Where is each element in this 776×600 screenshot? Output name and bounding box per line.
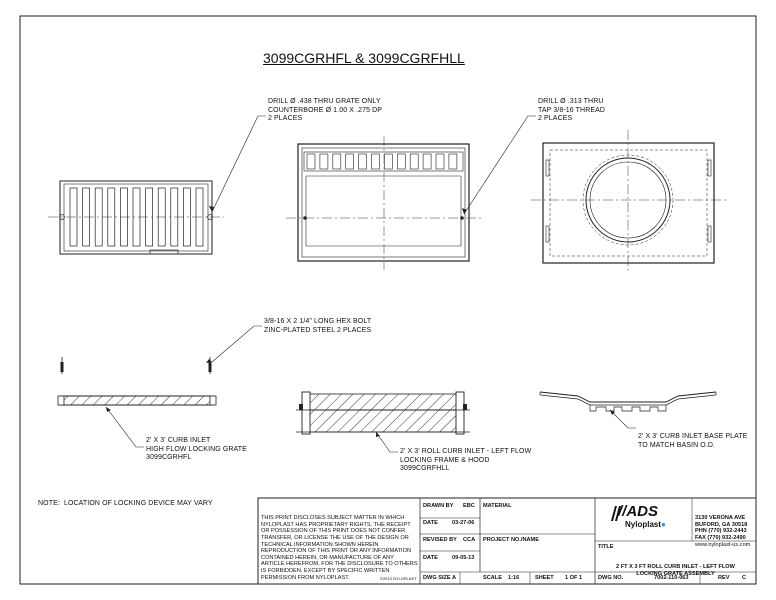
copyright: ©2013 NYLOPLAST [380, 576, 417, 581]
drawn-by-label: DRAWN BY [423, 503, 454, 509]
title-label: TITLE [598, 544, 614, 550]
frame-slot [320, 154, 328, 169]
callout-curb-grate: 2' X 3' CURB INLET HIGH FLOW LOCKING GRATE 3099CGRHFL [146, 437, 247, 461]
callout-drill-grate: DRILL Ø .438 THRU GRATE ONLY COUNTERBORE Ø 1.00 X .275 DP 2 PLACES [268, 98, 383, 122]
grate-section-view [58, 357, 216, 405]
frame-section-view [296, 392, 470, 434]
frame-slot [449, 154, 457, 169]
date-value-2: 09-05-13 [452, 555, 475, 561]
frame-slot [384, 154, 392, 169]
ads-logo: //ADS [618, 503, 659, 520]
title-block-drawing-title: 2 FT X 3 FT ROLL CURB INLET - LEFT FLOW LOCKING GRATE ASSEMBLY [616, 564, 735, 577]
frame-slot [307, 154, 315, 169]
company-address: 3130 VERONA AVE BUFORD, GA 30518 PHN (770) 932-2443 FAX (770) 932-2490 www.nyloplast-us.com [695, 515, 751, 548]
callout-drill-tap: DRILL Ø .313 THRU TAP 3/8-16 THREAD 2 PLACES [538, 98, 606, 122]
dwg-no-value: 7002-110-063 [654, 575, 689, 581]
frame-slot [359, 154, 367, 169]
rev-value: C [742, 575, 747, 581]
callout-base-plate: 2' X 3' CURB INLET BASE PLATE TO MATCH BASIN O.D. [638, 433, 748, 449]
material-label: MATERIAL [483, 503, 512, 509]
drawn-by-value: EBC [463, 503, 475, 509]
base-plate-section-view [540, 392, 716, 411]
locking-device-note: NOTE: LOCATION OF LOCKING DEVICE MAY VARY [38, 500, 213, 507]
frame-slot [436, 154, 444, 169]
grate-plan-view [48, 181, 224, 254]
sheet-label: SHEET [535, 575, 554, 581]
grate-slot [183, 188, 190, 246]
disclaimer-text: THIS PRINT DISCLOSES SUBJECT MATTER IN WHICH NYLOPLAST HAS PROPRIETARY RIGHTS. THE RECEIPT OR POSSESSION OF THIS PRINT DOES NOT CONFER, TRANSFER, OR LICENSE THE USE OF THE DESIGN OR TECHNICAL INFORMATION SHOWN HEREIN REPRODUCTION OF THIS PRINT OR ANY INFORMATION CONTAINED HEREIN, OR MANUFACTURE OF ANY ARTICLE HEREFROM, FOR THE DISCLOSURE TO OTHERS IS FORBIDDEN, EXCEPT BY SPECIFIC WRITTEN PERMISSION FROM NYLOPLAST. [261, 515, 418, 581]
scale-label: SCALE [483, 575, 502, 581]
rev-label: REV [718, 575, 730, 581]
nyloplast-logo: Nyloplast● [625, 520, 666, 529]
dwg-size-label: DWG SIZE [423, 575, 451, 581]
dwg-size-value: A [452, 575, 457, 581]
base-plate-plan-view [531, 130, 726, 272]
date-label-1: DATE [423, 520, 438, 526]
callout-roll-curb: 2' X 3' ROLL CURB INLET - LEFT FLOW LOCKING FRAME & HOOD 3099CGRFHLL [400, 448, 532, 472]
sheet-value: 1 OF 1 [565, 575, 583, 581]
frame-slot [346, 154, 354, 169]
frame-slot [333, 154, 341, 169]
project-label: PROJECT NO./NAME [483, 537, 539, 543]
callout-hex-bolt: 3/8-16 X 2 1/4" LONG HEX BOLT ZINC-PLATED STEEL 2 PLACES [264, 318, 372, 334]
drawing-title: 3099CGRHFL & 3099CGRFHLL [263, 50, 465, 66]
date-value-1: 03-27-06 [452, 520, 475, 526]
date-label-2: DATE [423, 555, 438, 561]
frame-slot [410, 154, 418, 169]
frame-slot [372, 154, 380, 169]
revised-by-label: REVISED BY [423, 537, 457, 543]
sheet-border [20, 16, 756, 584]
dwg-no-label: DWG NO. [598, 575, 624, 581]
scale-value: 1:16 [508, 575, 520, 581]
revised-by-value: CCA [463, 537, 476, 543]
frame-slot [423, 154, 431, 169]
frame-slot [397, 154, 405, 169]
frame-plan-view [286, 136, 482, 270]
